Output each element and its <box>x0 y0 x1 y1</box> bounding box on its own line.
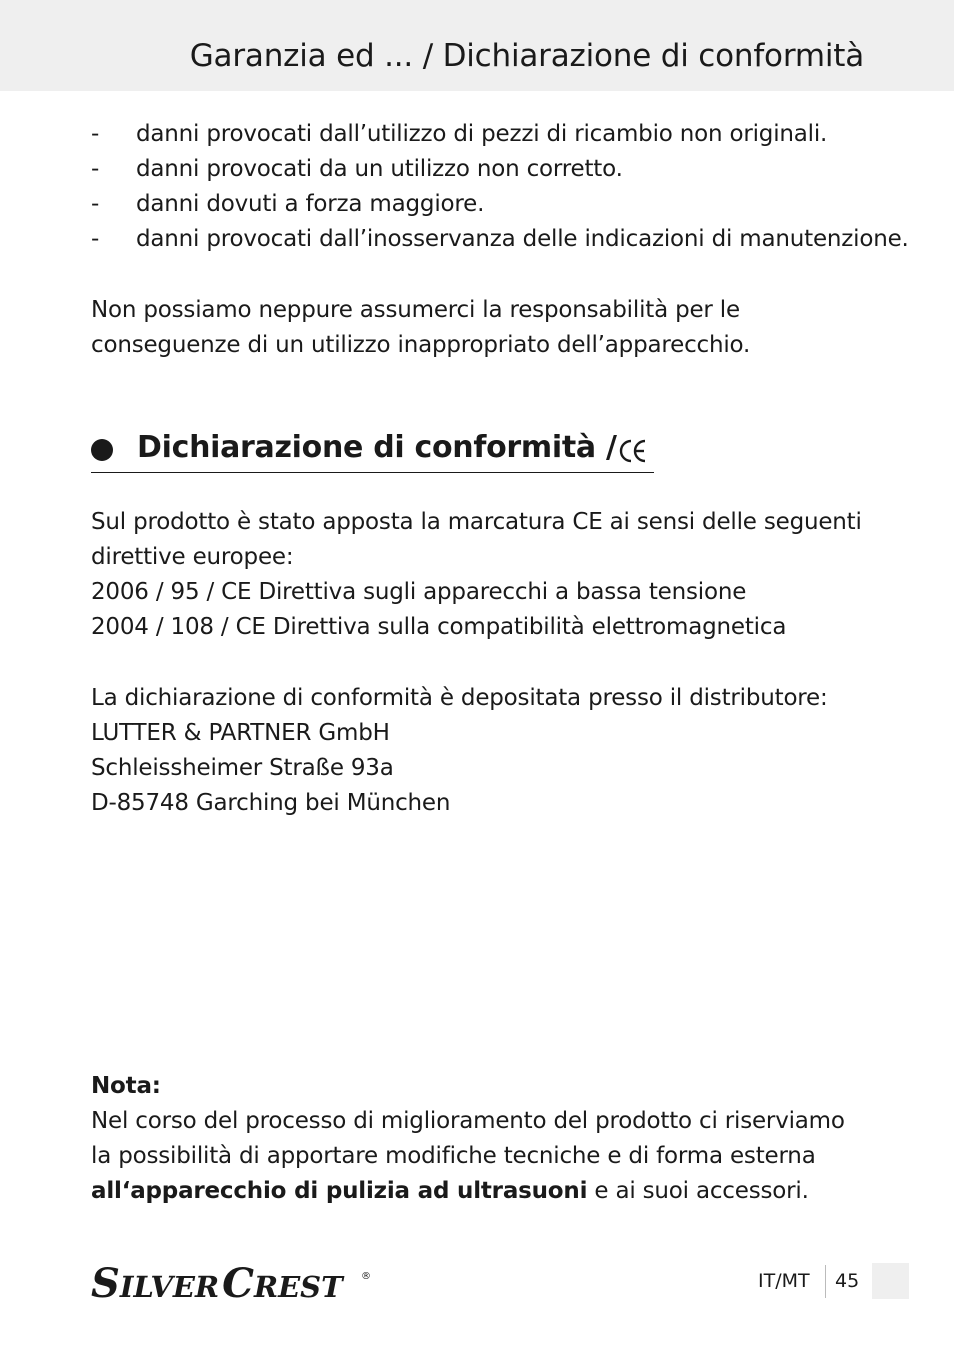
svg-text:®: ® <box>361 1271 371 1282</box>
paragraph-line: conseguenze di un utilizzo inappropriato dell’apparecchio. <box>91 332 751 358</box>
section-heading <box>91 428 654 473</box>
footer-tab-box <box>872 1263 909 1299</box>
bullet-dot-icon <box>91 439 113 461</box>
list-item <box>91 152 909 187</box>
note-block <box>91 1069 871 1209</box>
paragraph-line: direttive europee: <box>91 544 294 570</box>
liability-paragraph <box>91 293 871 363</box>
note-line <box>91 1174 871 1209</box>
directive-line: 2006 / 95 / CE Direttiva sugli apparecchi a bassa tensione <box>91 579 747 605</box>
list-item <box>91 187 909 222</box>
list-dash: - <box>91 156 100 182</box>
note-label: Nota: <box>91 1073 161 1099</box>
ce-mark-icon <box>619 438 647 464</box>
footer-divider <box>825 1265 826 1298</box>
list-item <box>91 117 909 152</box>
list-item-text: danni dovuti a forza maggiore. <box>136 191 485 217</box>
list-item-text: danni provocati dall’utilizzo di pezzi di ricambio non originali. <box>136 121 828 147</box>
note-bold-text: all‘apparecchio di pulizia ad ultrasuoni <box>91 1178 588 1204</box>
paragraph-line: Sul prodotto è stato apposta la marcatura CE ai sensi delle seguenti <box>91 509 862 535</box>
note-text: e ai suoi accessori. <box>587 1178 809 1204</box>
list-dash: - <box>91 121 100 147</box>
page-header-title: Garanzia ed ... / Dichiarazione di conformità <box>189 38 864 74</box>
page-number: 45 <box>835 1270 860 1292</box>
section-title: Dichiarazione di conformità / <box>137 430 617 465</box>
list-item <box>91 222 909 257</box>
conformity-paragraph <box>91 505 871 645</box>
footer-language: IT/MT <box>758 1270 810 1292</box>
list-dash: - <box>91 191 100 217</box>
distributor-block <box>91 681 871 821</box>
silvercrest-logo <box>91 1263 381 1303</box>
paragraph-line: Non possiamo neppure assumerci la responsabilità per le <box>91 297 740 323</box>
list-item-text: danni provocati dall’inosservanza delle indicazioni di manutenzione. <box>136 226 909 252</box>
distributor-intro: La dichiarazione di conformità è depositata presso il distributore: <box>91 685 828 711</box>
note-line: Nel corso del processo di miglioramento del prodotto ci riserviamo <box>91 1108 845 1134</box>
exclusion-list <box>91 117 909 257</box>
directive-line: 2004 / 108 / CE Direttiva sulla compatibilità elettromagnetica <box>91 614 787 640</box>
note-line: la possibilità di apportare modifiche tecniche e di forma esterna <box>91 1143 816 1169</box>
distributor-name: LUTTER & PARTNER GmbH <box>91 720 390 746</box>
svg-text:SILVERCREST: SILVERCREST <box>91 1263 343 1303</box>
distributor-city: D-85748 Garching bei München <box>91 790 451 816</box>
list-item-text: danni provocati da un utilizzo non corretto. <box>136 156 623 182</box>
distributor-street: Schleissheimer Straße 93a <box>91 755 394 781</box>
list-dash: - <box>91 226 100 252</box>
